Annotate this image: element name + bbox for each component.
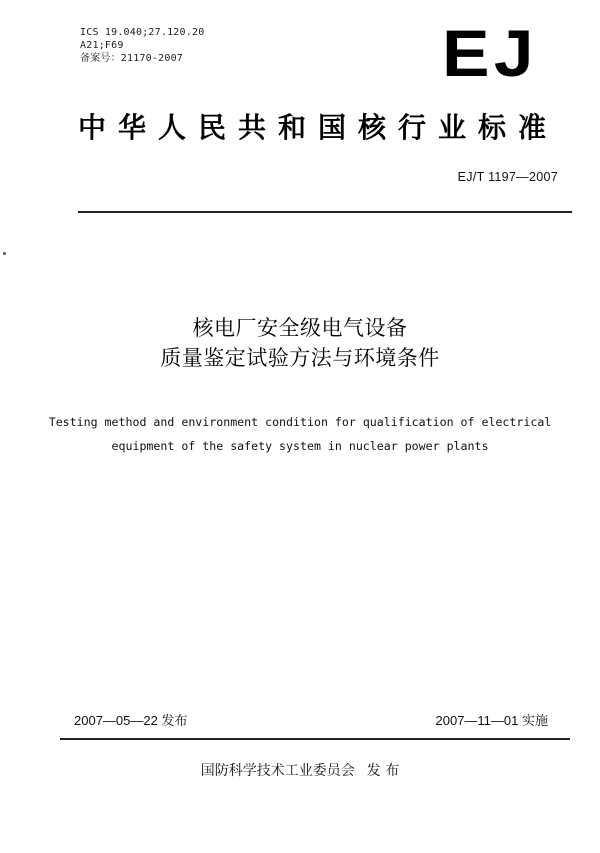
ics-code: ICS 19.040;27.120.20 [80,27,205,38]
standard-category-title: 中华人民共和国核行业标准 [78,111,559,144]
issuer-line [0,760,600,780]
ej-logo: EJ [442,16,538,90]
header-divider [78,211,572,213]
english-title-line-2: equipment of the safety system in nuclear power plants [111,439,489,453]
classification-codes [80,26,204,65]
chinese-title-line-1: 核电厂安全级电气设备 [192,316,408,340]
standard-number: EJ/T 1197—2007 [457,170,558,184]
english-title-line-1: Testing method and environment condition for qualification of electrical [48,415,552,429]
filing-number: 备案号：21170-2007 [80,53,184,64]
scan-mark [3,252,6,255]
implementation-date: 2007—11—01 实施 [435,713,548,728]
footer-divider [60,738,570,740]
issuer-action: 发 布 [366,763,400,779]
issue-date: 2007—05—22 发布 [74,713,188,728]
chinese-title-line-2: 质量鉴定试验方法与环境条件 [160,346,440,370]
issuer-name: 国防科学技术工业委员会 [200,763,355,779]
ccs-code: A21;F69 [80,40,124,51]
